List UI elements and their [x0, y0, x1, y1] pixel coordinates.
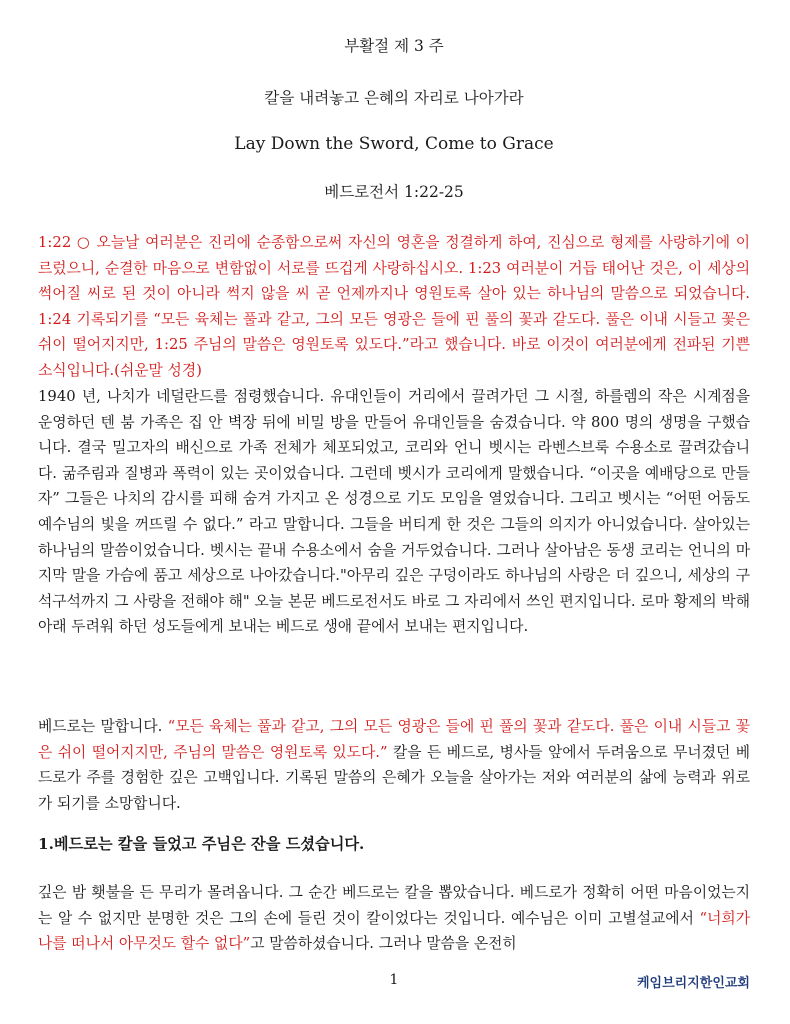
section-text-after: 고 말씀하셨습니다. 그러나 말씀을 온전히 [250, 935, 517, 953]
section-heading: 1.베드로는 칼을 들었고 주님은 잔을 드셨습니다. [38, 835, 365, 853]
scripture-reference: 베드로전서 1:22-25 [324, 183, 464, 201]
page-number: 1 [389, 972, 399, 988]
church-name: 케임브리지한인교회 [636, 976, 750, 991]
week-title: 부활절 제 3 주 [344, 37, 444, 55]
peter-rest: 칼을 든 베드로, 병사들 앞에서 두려움으로 무너졌던 베드로가 주를 경험한 깊은 고백입니다. 기록된 말씀의 은혜가 오늘을 살아가는 저와 여러분의 삶에 능력과 위로가 되기를 소망합니다. [38, 743, 750, 812]
section-text-before: 깊은 밤 횃불을 든 무리가 몰려옵니다. 그 순간 베드로는 칼을 뽑았습니다. 베드로가 정확히 어떤 마음이었는지는 알 수 없지만 분명한 것은 그의 손에 들린 것이 칼이었다는 것입니다. 예수님은 이미 고별설교에서 [38, 884, 750, 927]
sermon-title-english: Lay Down the Sword, Come to Grace [234, 134, 554, 154]
peter-intro: 베드로는 말합니다. [38, 718, 168, 735]
peter-paragraph [38, 714, 750, 816]
story-paragraph: 1940 년, 나치가 네덜란드를 점령했습니다. 유대인들이 거리에서 끌려가던 그 시절, 하를렘의 작은 시계점을 운영하던 텐 붐 가족은 집 안 벽장 뒤에 비밀 방을 만들어 유대인들을 숨겼습니다. 약 800 명의 생명을 구했습니다. 결국 밀고자의 배신으로 가족 전체가 체포되었고, 코리와 언니 벳시는 라벤스브룩 수용소로 끌려갔습니다. 굶주림과 질병과 폭력이 있는 곳이었습니다. 그런데 벳시가 코리에게 말했습니다. “이곳을 예배당으로 만들자” 그들은 나치의 감시를 피해 숨겨 가지고 온 성경으로 기도 모임을 열었습니다. 그리고 벳시는 “어떤 어둠도 예수님의 빛을 꺼뜨릴 수 없다.” 라고 말합니다. 그들을 버티게 한 것은 그들의 의지가 아니었습니다. 살아있는 하나님의 말씀이었습니다. 벳시는 끝내 수용소에서 숨을 거두었습니다. 그러나 살아남은 동생 코리는 언니의 마지막 말을 가슴에 품고 세상으로 나아갔습니다."아무리 깊은 구덩이라도 하나님의 사랑은 더 깊으니, 세상의 구석구석까지 그 사랑을 전해야 해" 오늘 본문 베드로전서도 바로 그 자리에서 쓰인 편지입니다. 로마 황제의 박해 아래 두려워 하던 성도들에게 보내는 베드로 생애 끝에서 보내는 편지입니다. [38, 388, 750, 636]
section-quote: “너희가 나를 떠나서 아무것도 할수 없다” [38, 909, 750, 953]
peter-quote: “모든 육체는 풀과 같고, 그의 모든 영광은 들에 핀 풀의 꽃과 같도다. 풀은 이내 시들고 꽃은 쉬이 떨어지지만, 주님의 말씀은 영원토록 있도다.” [38, 718, 750, 761]
scripture-passage: 1:22 ○ 오늘날 여러분은 진리에 순종함으로써 자신의 영혼을 정결하게 하여, 진심으로 형제를 사랑하기에 이르렀으니, 순결한 마음으로 변함없이 서로를 뜨겁게 사랑하십시오. 1:23 여러분이 거듭 태어난 것은, 이 세상의 썩어질 씨로 된 것이 아니라 썩지 않을 씨 곧 언제까지나 영원토록 살아 있는 하나님의 말씀으로 되었습니다. 1:24 기록되기를 “모든 육체는 풀과 같고, 그의 모든 영광은 들에 핀 풀의 꽃과 같도다. 풀은 이내 시들고 꽃은 쉬이 떨어지지만, 1:25 주님의 말씀은 영원토록 있도다.”라고 했습니다. 바로 이것이 여러분에게 전파된 기쁜 소식입니다.(쉬운말 성경) [38, 234, 750, 379]
sermon-title-korean: 칼을 내려놓고 은혜의 자리로 나아가라 [264, 89, 524, 107]
section-paragraph [38, 880, 750, 957]
